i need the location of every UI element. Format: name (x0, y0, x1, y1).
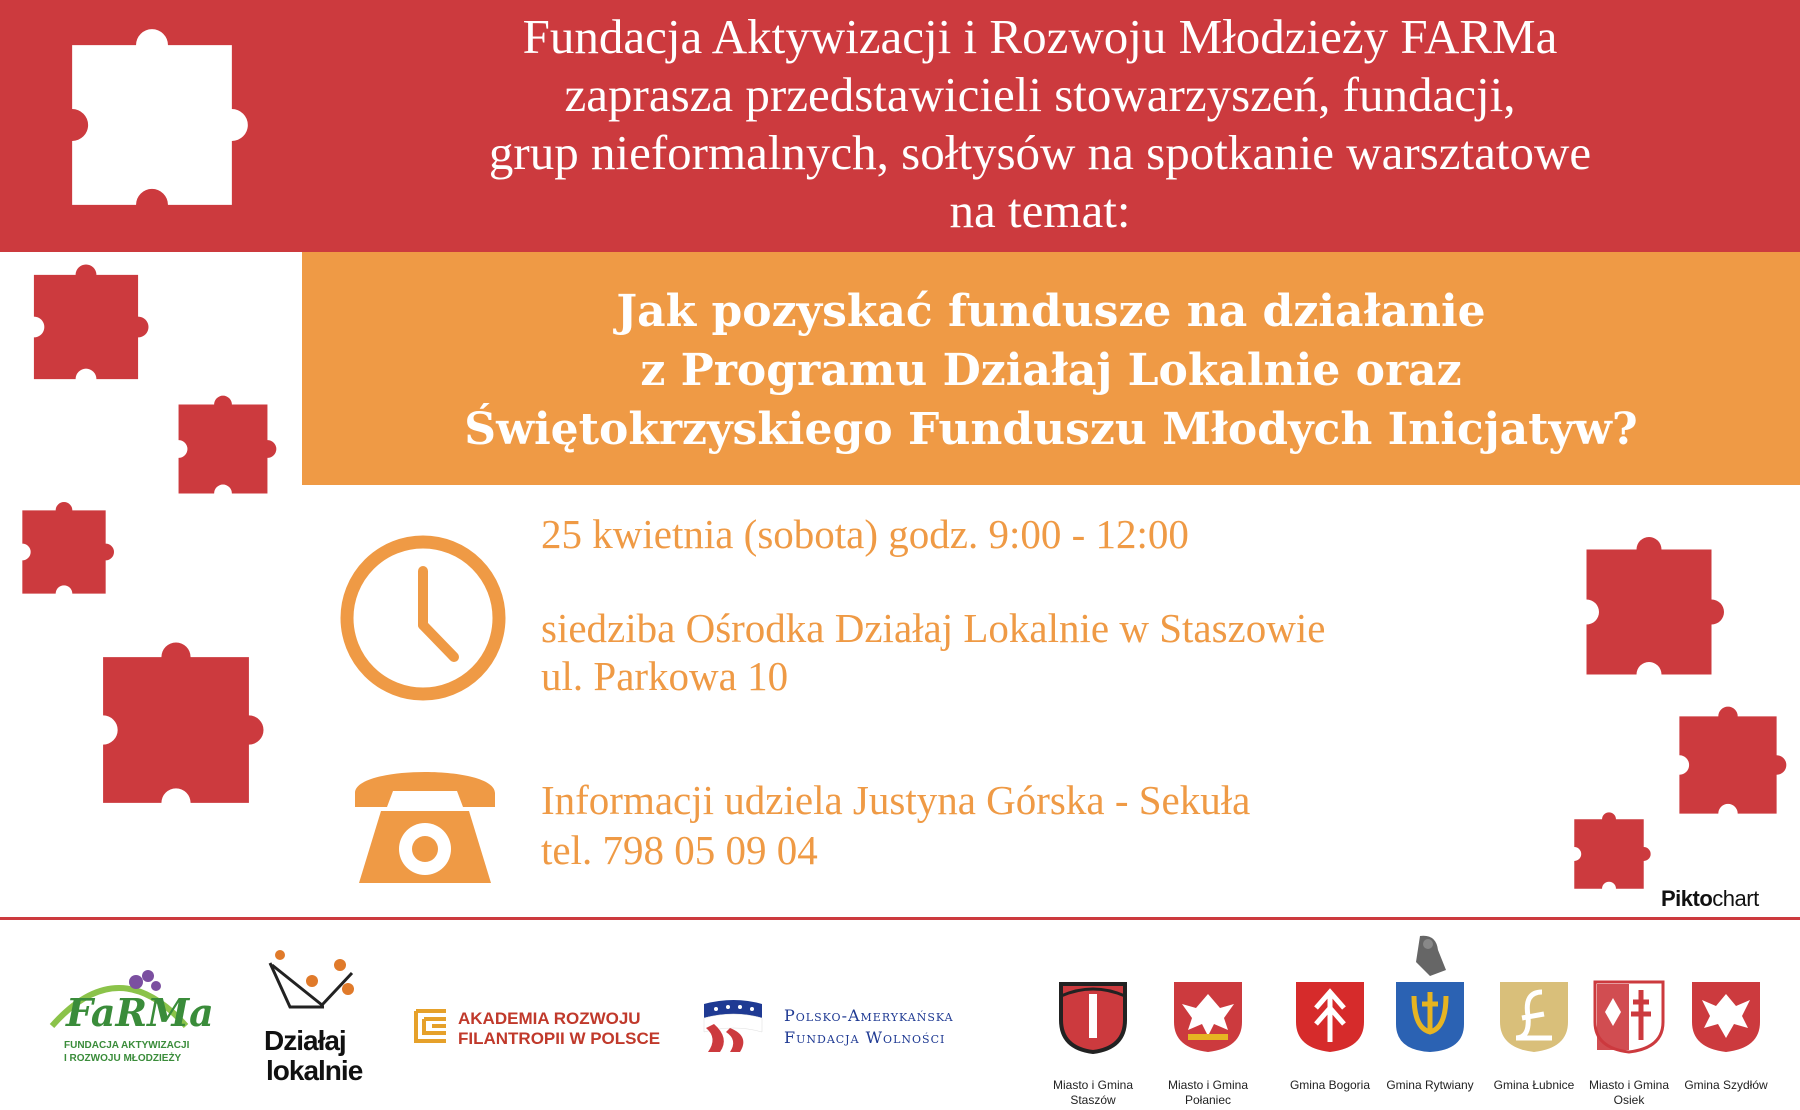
farma-logo (44, 960, 214, 1070)
invitation-text (300, 8, 1780, 240)
white-puzzle-piece (32, 10, 272, 240)
flag-icon (700, 998, 766, 1054)
dzialaj-lokalnie-logo (262, 945, 372, 1095)
red-puzzle-piece (4, 490, 124, 614)
pafw-line-1: Polsko-Amerykańska (784, 1006, 954, 1025)
clock-icon (338, 533, 508, 703)
crest-label-osiek (1574, 1078, 1684, 1108)
contact-phone: tel. 798 05 09 04 (541, 827, 818, 873)
lokalnie-word: lokalnie (266, 1055, 363, 1086)
crest-label-line: Staszów (1070, 1093, 1116, 1107)
event-place: siedziba Ośrodka Działaj Lokalnie w Staszowie (541, 605, 1326, 651)
bogoria-crest-icon (1290, 978, 1370, 1054)
red-puzzle-piece (1550, 522, 1748, 702)
topic-banner (302, 252, 1800, 485)
staszow-crest-icon (1053, 978, 1133, 1054)
crest-label-rytwiany (1375, 1078, 1485, 1093)
red-puzzle-piece (56, 625, 296, 835)
rytwiany-crest-icon (1390, 932, 1470, 1054)
pikto-text: Pikto (1661, 886, 1713, 911)
crest-label-line: Miasto i Gmina (1167, 1078, 1249, 1092)
invitation-line-4: na temat: (949, 183, 1131, 238)
topic-title (302, 282, 1800, 459)
crest-label-line: Gmina Bogoria (1289, 1078, 1371, 1092)
crest-label-staszow (1038, 1078, 1148, 1108)
crest-label-lubnice (1479, 1078, 1589, 1093)
crest-label-line: Miasto i Gmina (1052, 1078, 1134, 1092)
crest-label-line: Gmina Szydłów (1684, 1078, 1768, 1092)
dzialaj-word: Działaj (264, 1025, 346, 1056)
invitation-line-3: grup nieformalnych, sołtysów na spotkanie warsztatowe (488, 125, 1592, 180)
crest-label-polaniec (1153, 1078, 1263, 1108)
polaniec-crest-icon (1168, 978, 1248, 1054)
header-banner (0, 0, 1800, 252)
osiek-crest-icon (1589, 978, 1669, 1054)
contact-person: Informacji udziela Justyna Górska - Sekuła (541, 777, 1251, 823)
farma-word: FaRMa (66, 990, 214, 1035)
akademia-line-2: FILANTROPII W POLSCE (458, 1029, 661, 1048)
pafw-line-2: Fundacja Wolności (784, 1028, 946, 1047)
szydlow-crest-icon (1686, 978, 1766, 1054)
akademia-logo (414, 1005, 674, 1055)
crest-label-line: Miasto i Gmina (1588, 1078, 1670, 1092)
topic-line-2: z Programu Działaj Lokalnie oraz (640, 345, 1462, 396)
red-puzzle-piece (2, 252, 170, 402)
crest-label-line: Gmina Łubnice (1493, 1078, 1575, 1092)
footer-divider (0, 917, 1800, 920)
farma-caption-2: I ROZWOJU MŁODZIEŻY (64, 1053, 182, 1064)
piktochart-logo (1661, 886, 1759, 912)
akademia-line-1: AKADEMIA ROZWOJU (458, 1009, 641, 1028)
pafw-logo (700, 998, 1000, 1058)
crest-label-line: Połaniec (1184, 1093, 1232, 1107)
red-puzzle-piece (1544, 804, 1674, 904)
flowers-icon (262, 945, 372, 1015)
event-address: ul. Parkowa 10 (541, 653, 789, 699)
red-puzzle-piece (158, 385, 288, 513)
phone-icon (345, 755, 505, 895)
event-date: 25 kwietnia (sobota) godz. 9:00 - 12:00 (541, 511, 1189, 557)
red-puzzle-piece (1658, 690, 1798, 840)
crest-label-line: Gmina Rytwiany (1386, 1078, 1474, 1092)
topic-line-3: Świętokrzyskiego Funduszu Młodych Inicjatyw? (464, 404, 1638, 455)
crest-label-line: Osiek (1613, 1093, 1645, 1107)
farma-caption-1: FUNDACJA AKTYWIZACJI (64, 1040, 190, 1051)
akademia-mark-icon (414, 1007, 448, 1045)
invitation-line-2: zaprasza przedstawicieli stowarzyszeń, fundacji, (564, 67, 1516, 122)
topic-line-1: Jak pozyskać fundusze na działanie (616, 286, 1486, 337)
crest-label-bogoria (1275, 1078, 1385, 1093)
chart-text: chart (1712, 886, 1759, 911)
crest-label-szydlow (1671, 1078, 1781, 1093)
lubnice-crest-icon (1494, 978, 1574, 1054)
invitation-line-1: Fundacja Aktywizacji i Rozwoju Młodzieży FARMa (522, 9, 1558, 64)
